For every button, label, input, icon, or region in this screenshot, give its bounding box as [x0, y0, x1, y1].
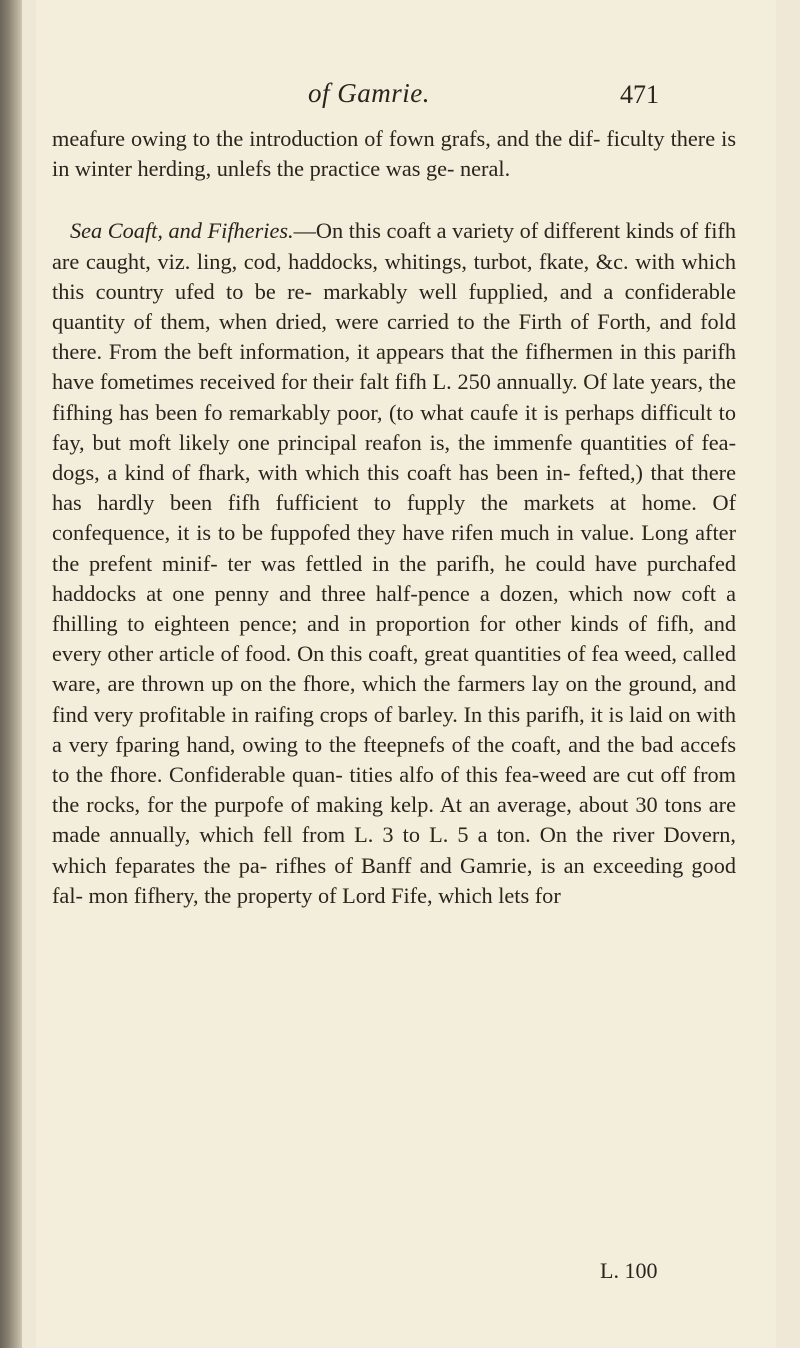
paragraph-text: —On this coaft a variety of different kinds of fifh are caught, viz. ling, cod, haddocks, whitings, turbot, fkate, &c. with which this country ufed to be re- markably well fupplied, and a confiderable quantity of them, when dried, were carried to the Firth of Forth, and fold there. From the beft information, it appears that the fifhermen in this parifh have fometimes received for their falt fifh L. 250 annually. Of late years, the fifhing has been fo remarkably poor, (to what caufe it is perhaps difficult to fay, but moft likely one principal reafon is, the immenfe quantities of fea- dogs, a kind of fhark, with which this coaft has been in- fefted,) that there has hardly been fifh fufficient to fupply the markets at home. Of confequence, it is to be fuppofed they have rifen much in value. Long after the prefent minif- ter was fettled in the parifh, he could have purchafed haddocks at one penny and three half-pence a dozen, which now coft a fhilling to eighteen pence; and in proportion for other kinds of fifh, and every other article of food. On this coaft, great quantities of fea weed, called ware, are thrown up on the fhore, which the farmers lay on the ground, and find very profitable in raifing crops of barley. In this parifh, it is laid on with a very fparing hand, owing to the fteepnefs of the coaft, and the bad accefs to the fhore. Confiderable quan- tities alfo of this fea-weed are cut off from the rocks, for the purpofe of making kelp. At an average, about 30 tons are made annually, which fell from L. 3 to L. 5 a ton. On the river Dovern, which feparates the pa- rifhes of Banff and Gamrie, is an exceeding good fal- mon fifhery, the property of Lord Fife, which lets for — [52, 218, 736, 908]
catchword: L. 100 — [600, 1258, 658, 1283]
paragraph-sea-coast — [52, 216, 736, 911]
page-number: 471 — [620, 80, 659, 109]
paragraph-continuation: meafure owing to the introduction of fown grafs, and the dif- ficulty there is in winter herding, unlefs the practice was ge- neral. — [52, 126, 736, 182]
paragraph-gap — [52, 184, 736, 216]
section-heading: Sea Coaft, and Fifheries. — [70, 218, 294, 244]
book-spine — [0, 0, 22, 1348]
page-header — [36, 78, 736, 118]
running-head: of Gamrie. — [308, 78, 430, 108]
book-page — [36, 0, 776, 1348]
body-text — [52, 124, 736, 911]
